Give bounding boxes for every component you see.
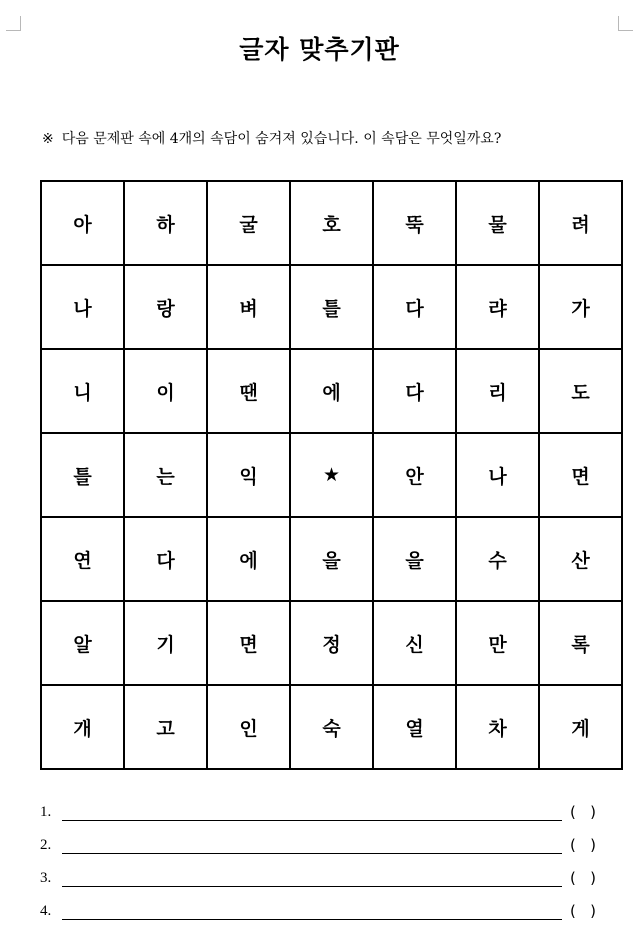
grid-cell: 숙	[290, 685, 373, 769]
answer-parentheses[interactable]: ( )	[570, 836, 597, 854]
grid-cell: 수	[456, 517, 539, 601]
grid-cell: 하	[124, 181, 207, 265]
grid-cell: 아	[41, 181, 124, 265]
answer-number: 2.	[40, 837, 52, 853]
grid-cell: 땐	[207, 349, 290, 433]
grid-cell: 을	[290, 517, 373, 601]
grid-cell: 게	[539, 685, 622, 769]
answer-row	[40, 899, 615, 932]
page-corner-mark-right	[618, 16, 633, 31]
grid-cell: 안	[373, 433, 456, 517]
grid-cell: 차	[456, 685, 539, 769]
grid-row	[41, 685, 622, 769]
grid-row	[41, 601, 622, 685]
grid-cell: 을	[373, 517, 456, 601]
answer-number: 4.	[40, 903, 52, 919]
grid-cell: 신	[373, 601, 456, 685]
grid-cell: 면	[207, 601, 290, 685]
grid-cell: 개	[41, 685, 124, 769]
grid-cell: 물	[456, 181, 539, 265]
grid-cell: 면	[539, 433, 622, 517]
grid-cell: 틀	[290, 265, 373, 349]
grid-cell: 틀	[41, 433, 124, 517]
grid-cell: 려	[539, 181, 622, 265]
grid-cell: 나	[41, 265, 124, 349]
grid-row	[41, 517, 622, 601]
grid-cell: 랑	[124, 265, 207, 349]
grid-row	[41, 433, 622, 517]
grid-cell: 알	[41, 601, 124, 685]
grid-cell: 연	[41, 517, 124, 601]
answer-blank-line[interactable]	[62, 820, 562, 821]
grid-row	[41, 265, 622, 349]
grid-cell: 에	[207, 517, 290, 601]
grid-cell: 벼	[207, 265, 290, 349]
grid-cell: 만	[456, 601, 539, 685]
grid-cell: 호	[290, 181, 373, 265]
answer-parentheses[interactable]: ( )	[570, 803, 597, 821]
reference-mark: ※	[42, 131, 54, 147]
grid-cell: 산	[539, 517, 622, 601]
grid-cell: 가	[539, 265, 622, 349]
answer-blank-line[interactable]	[62, 853, 562, 854]
grid-cell: 록	[539, 601, 622, 685]
grid-cell: 에	[290, 349, 373, 433]
answer-number: 3.	[40, 870, 52, 886]
answer-parentheses[interactable]: ( )	[570, 902, 597, 920]
grid-cell: 는	[124, 433, 207, 517]
grid-cell: 고	[124, 685, 207, 769]
grid-cell: 리	[456, 349, 539, 433]
answer-row	[40, 833, 615, 866]
grid-cell: 다	[373, 349, 456, 433]
answer-parentheses[interactable]: ( )	[570, 869, 597, 887]
grid-cell: 뚝	[373, 181, 456, 265]
grid-cell: 도	[539, 349, 622, 433]
answer-list	[40, 800, 615, 932]
grid-cell: 다	[124, 517, 207, 601]
page-corner-mark-left	[6, 16, 21, 31]
grid-cell: 랴	[456, 265, 539, 349]
grid-cell: 익	[207, 433, 290, 517]
answer-row	[40, 866, 615, 899]
page-title: 글자 맞추기판	[239, 35, 400, 64]
grid-cell: 인	[207, 685, 290, 769]
grid-cell: 이	[124, 349, 207, 433]
star-cell: ★	[290, 433, 373, 517]
letter-grid	[40, 180, 623, 770]
grid-row	[41, 181, 622, 265]
grid-cell: 니	[41, 349, 124, 433]
grid-cell: 나	[456, 433, 539, 517]
answer-number: 1.	[40, 804, 52, 820]
instruction	[42, 128, 501, 148]
answer-blank-line[interactable]	[62, 886, 562, 887]
grid-cell: 열	[373, 685, 456, 769]
grid-cell: 정	[290, 601, 373, 685]
grid-cell: 다	[373, 265, 456, 349]
answer-row	[40, 800, 615, 833]
grid-row	[41, 349, 622, 433]
grid-cell: 굴	[207, 181, 290, 265]
grid-cell: 기	[124, 601, 207, 685]
answer-blank-line[interactable]	[62, 919, 562, 920]
instruction-text: 다음 문제판 속에 4개의 속담이 숨겨져 있습니다. 이 속담은 무엇일까요?	[61, 131, 502, 147]
